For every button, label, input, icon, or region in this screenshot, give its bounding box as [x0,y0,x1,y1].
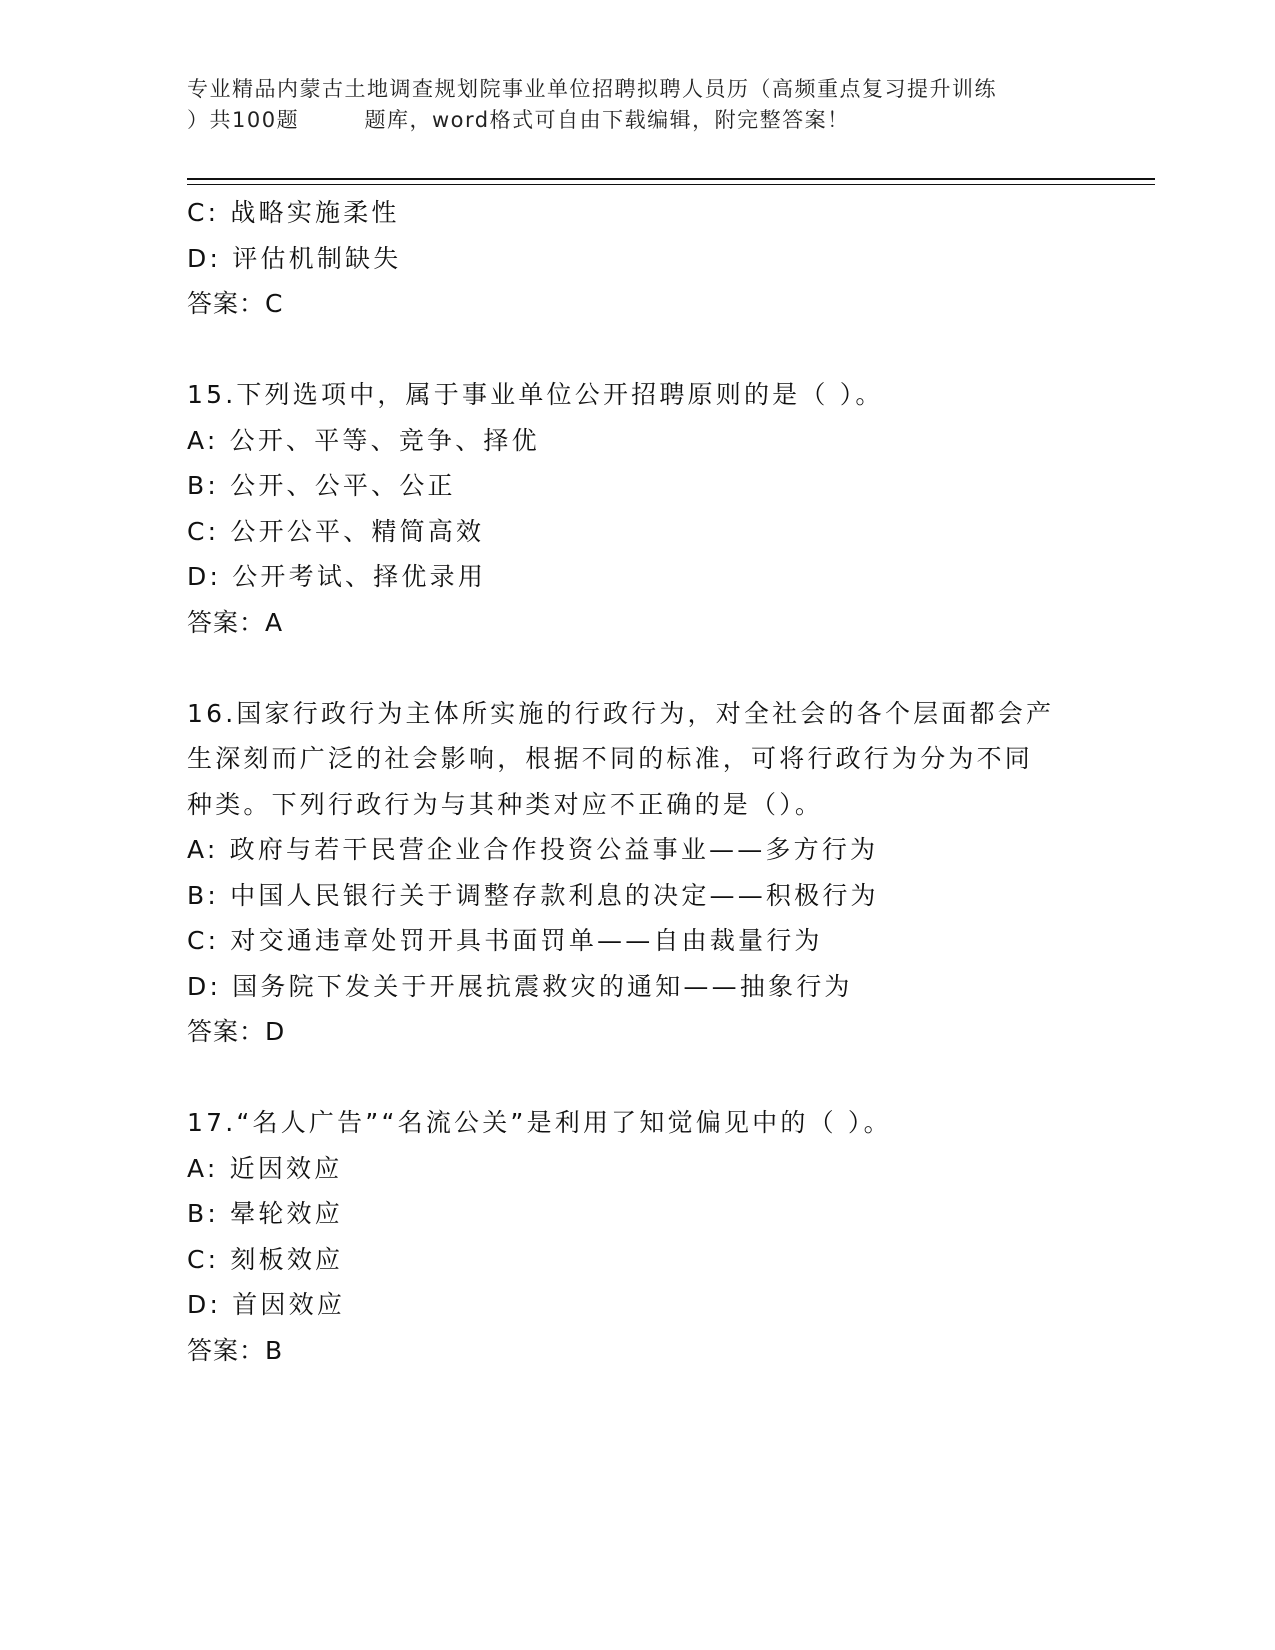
header-rule-thin [187,184,1155,185]
page-header [187,74,1107,136]
stem-line: 种类。下列行政行为与其种类对应不正确的是（）。 [187,789,824,819]
stem-line: 生深刻而广泛的社会影响，根据不同的标准，可将行政行为分为不同 [187,744,1034,773]
header-rule-thick [187,178,1155,180]
question-stem [187,1100,1155,1146]
answer-line: 答案：D [187,1017,286,1046]
header-line-2: ）共100题 题库，word格式可自由下载编辑，附完整答案！ [187,108,850,132]
option-b: B: 中国人民银行关于调整存款利息的决定——积极行为 [187,880,879,910]
question-17 [187,1100,1155,1373]
option-a: A: 公开、平等、竞争、择优 [187,425,540,455]
option-d: D: 国务院下发关于开展抗震救灾的通知——抽象行为 [187,971,853,1001]
option-d: D: 公开考试、择优录用 [187,562,487,591]
option-b: B: 晕轮效应 [187,1199,343,1228]
prev-question-block [187,190,1155,327]
stem-line: 17.“名人广告”“名流公关”是利用了知觉偏见中的（ ）。 [187,1108,892,1137]
option-d: D: 评估机制缺失 [187,243,402,273]
answer-line: 答案：B [187,1335,284,1365]
question-stem [187,372,1155,418]
option-a: A: 政府与若干民营企业合作投资公益事业——多方行为 [187,835,879,864]
question-stem [187,691,1155,828]
stem-line: 16.国家行政行为主体所实施的行政行为，对全社会的各个层面都会产 [187,698,1055,728]
option-c: C: 刻板效应 [187,1244,344,1274]
question-16 [187,691,1155,1055]
content-area [187,190,1155,1373]
option-d: D: 首因效应 [187,1290,346,1319]
header-line-1: 专业精品内蒙古土地调查规划院事业单位招聘拟聘人员历（高频重点复习提升训练 [187,77,997,101]
option-c: C: 对交通违章处罚开具书面罚单——自由裁量行为 [187,926,823,955]
answer-line: 答案：A [187,607,284,637]
option-c: C: 战略实施柔性 [187,198,400,227]
option-b: B: 公开、公平、公正 [187,471,456,500]
option-c: C: 公开公平、精简高效 [187,516,485,546]
stem-line: 15.下列选项中，属于事业单位公开招聘原则的是（ ）。 [187,380,884,409]
question-15 [187,372,1155,645]
answer-line: 答案：C [187,289,284,318]
option-a: A: 近因效应 [187,1153,343,1183]
